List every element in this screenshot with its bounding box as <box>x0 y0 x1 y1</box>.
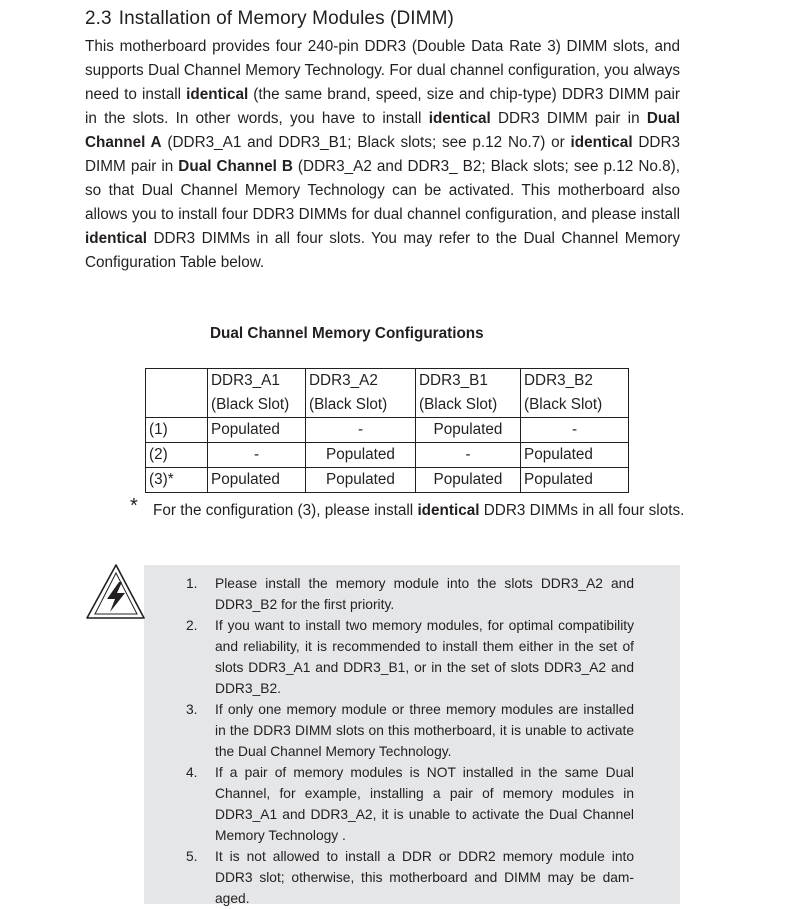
intro-emphasis: identical <box>186 86 249 103</box>
list-item <box>186 762 634 846</box>
list-item-text: Please install the memory module into the slots DDR3_A2 and DDR3_B2 for the first priority. <box>215 576 634 612</box>
warning-lightning-icon <box>84 562 146 620</box>
list-item <box>186 573 634 615</box>
table-cell: Populated <box>416 418 521 443</box>
table-cell: - <box>521 418 629 443</box>
table-cell: Populated <box>521 443 629 468</box>
intro-text-run: (the same brand, speed, size and chip-type) DDR3 DIMM pair in the slots. In other words, you have to install <box>85 86 680 127</box>
intro-text-run: DDR3 DIMM pair in <box>85 134 681 175</box>
row-label: (3)* <box>146 468 208 493</box>
table-cell: Populated <box>416 468 521 493</box>
list-item-text: If you want to install two memory modules, for optimal compatibility and reliability, it is recommended to install them either in the set of slots DDR3_A1 and DDR3_B1, or in the set of slots DDR3_A2 and DDR3_B2. <box>215 618 634 696</box>
section-title <box>85 8 454 30</box>
table-cell: - <box>208 443 306 468</box>
table-cell: Populated <box>208 418 306 443</box>
intro-emphasis: identical <box>570 134 633 151</box>
section-title-text: Installation of Memory Modules (DIMM) <box>118 8 454 29</box>
row-label: (1) <box>146 418 208 443</box>
list-item-number: 3. <box>186 702 198 717</box>
caution-notes-list <box>186 573 634 909</box>
header-cell: DDR3_B1 (Black Slot) <box>416 369 521 418</box>
list-item <box>186 615 634 699</box>
header-cell: DDR3_A2 (Black Slot) <box>306 369 416 418</box>
table-cell: Populated <box>208 468 306 493</box>
table-cell: Populated <box>306 443 416 468</box>
table-cell: - <box>416 443 521 468</box>
intro-text-run: This motherboard provides four 240-pin DDR3 (Double Data Rate 3) DIMM slots, and supports Dual Channel Memory Technology. For dual channel configuration, you always need to install <box>85 38 680 103</box>
header-cell: DDR3_A1 (Black Slot) <box>208 369 306 418</box>
table-header-row <box>146 369 629 418</box>
table-cell: Populated <box>521 468 629 493</box>
memory-config-table <box>145 368 629 493</box>
intro-paragraph <box>85 35 680 275</box>
section-number: 2.3 <box>85 8 112 29</box>
intro-emphasis: identical <box>428 110 491 127</box>
list-item-number: 2. <box>186 618 198 633</box>
row-label: (2) <box>146 443 208 468</box>
intro-text-run: DDR3 DIMMs in all four slots. You may refer to the Dual Channel Memory Configuration Table below. <box>85 230 680 271</box>
list-item <box>186 846 634 909</box>
footnote-marker: * <box>130 495 138 517</box>
intro-emphasis: identical <box>85 230 148 247</box>
list-item-text: It is not allowed to install a DDR or DDR2 memory module into DDR3 slot; otherwise, this motherboard and DIMM may be dam- aged. <box>215 849 634 906</box>
table-row <box>146 468 629 493</box>
list-item-text: If only one memory module or three memory modules are installed in the DDR3 DIMM slots on this motherboard, it is unable to activate the Dual Channel Memory Technology. <box>215 702 634 759</box>
intro-emphasis: Dual Channel A <box>85 110 680 151</box>
intro-text-run: DDR3 DIMM pair in <box>490 110 647 127</box>
table-title: Dual Channel Memory Configurations <box>210 325 484 342</box>
table-row <box>146 418 629 443</box>
intro-text-run: (DDR3_A1 and DDR3_B1; Black slots; see p.12 No.7) or <box>161 134 571 151</box>
list-item-text: If a pair of memory modules is NOT installed in the same Dual Channel, for example, installing a pair of memory modules in DDR3_A1 and DDR3_A2, it is unable to activate the Dual Channel Memory Technology . <box>215 765 634 843</box>
list-item-number: 5. <box>186 849 198 864</box>
table-row <box>146 443 629 468</box>
intro-text-run: (DDR3_A2 and DDR3_ B2; Black slots; see p.12 No.8), so that Dual Channel Memory Technology can be activated. This motherboard also allows you to install four DDR3 DIMMs for dual channel configuration, and please install <box>85 158 680 223</box>
header-cell: DDR3_B2 (Black Slot) <box>521 369 629 418</box>
table-cell: - <box>306 418 416 443</box>
intro-emphasis: Dual Channel B <box>178 158 293 175</box>
list-item <box>186 699 634 762</box>
footnote-text: For the configuration (3), please install identical DDR3 DIMMs in all four slots. <box>153 502 685 519</box>
table-corner-cell <box>146 369 208 418</box>
list-item-number: 1. <box>186 576 198 591</box>
list-item-number: 4. <box>186 765 198 780</box>
table-cell: Populated <box>306 468 416 493</box>
